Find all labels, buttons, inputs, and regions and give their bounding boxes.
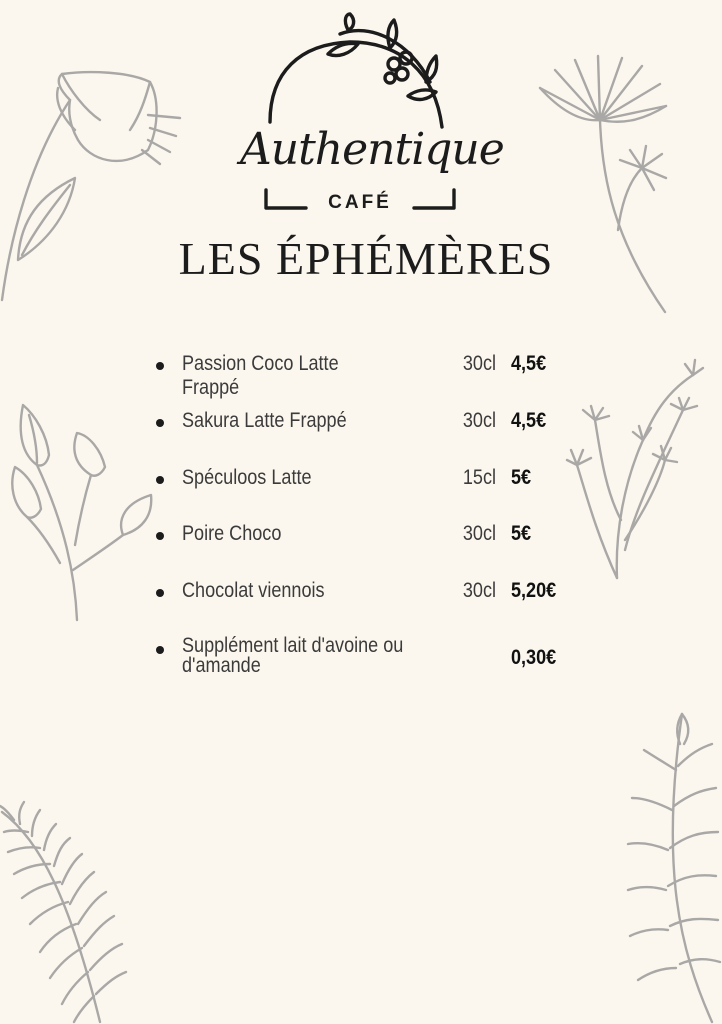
menu-item-volume: 30cl [462,522,496,545]
menu-item-price: 5,20€ [511,579,557,602]
menu-item-volume: 30cl [462,579,496,602]
bullet [156,476,164,484]
fern-illustration [0,800,140,1024]
bullet [156,362,164,370]
menu-item-price: 4,5€ [511,409,547,432]
menu-item-name: Chocolat viennois [182,579,325,602]
menu-item-name: Passion Coco Latte Frappé [182,352,339,399]
menu-item-volume: 30cl [462,352,496,375]
sprig-illustration [620,710,722,1024]
wildflower-illustration [565,350,705,585]
bullet [156,646,164,654]
menu-item-price: 0,30€ [511,646,557,669]
tulip-bud-illustration [5,395,165,625]
menu-item-volume: 15cl [462,466,496,489]
bullet [156,532,164,540]
cafe-logo [240,12,504,222]
page-title: LES ÉPHÉMÈRES [178,233,554,284]
bullet [156,589,164,597]
menu-item-name: Spéculoos Latte [182,466,312,489]
menu-item-volume: 30cl [462,409,496,432]
brand-subtitle: CAFÉ [328,192,392,213]
bullet [156,419,164,427]
menu-item-name: Poire Choco [182,522,282,545]
menu-item-price: 4,5€ [511,352,547,375]
menu-item-price: 5€ [511,466,532,489]
brand-name: Authentique [240,124,504,175]
menu-item-name: Sakura Latte Frappé [182,409,347,432]
menu-item-name: Supplément lait d'avoine ou d'amande [182,634,404,677]
menu-item-price: 5€ [511,522,532,545]
